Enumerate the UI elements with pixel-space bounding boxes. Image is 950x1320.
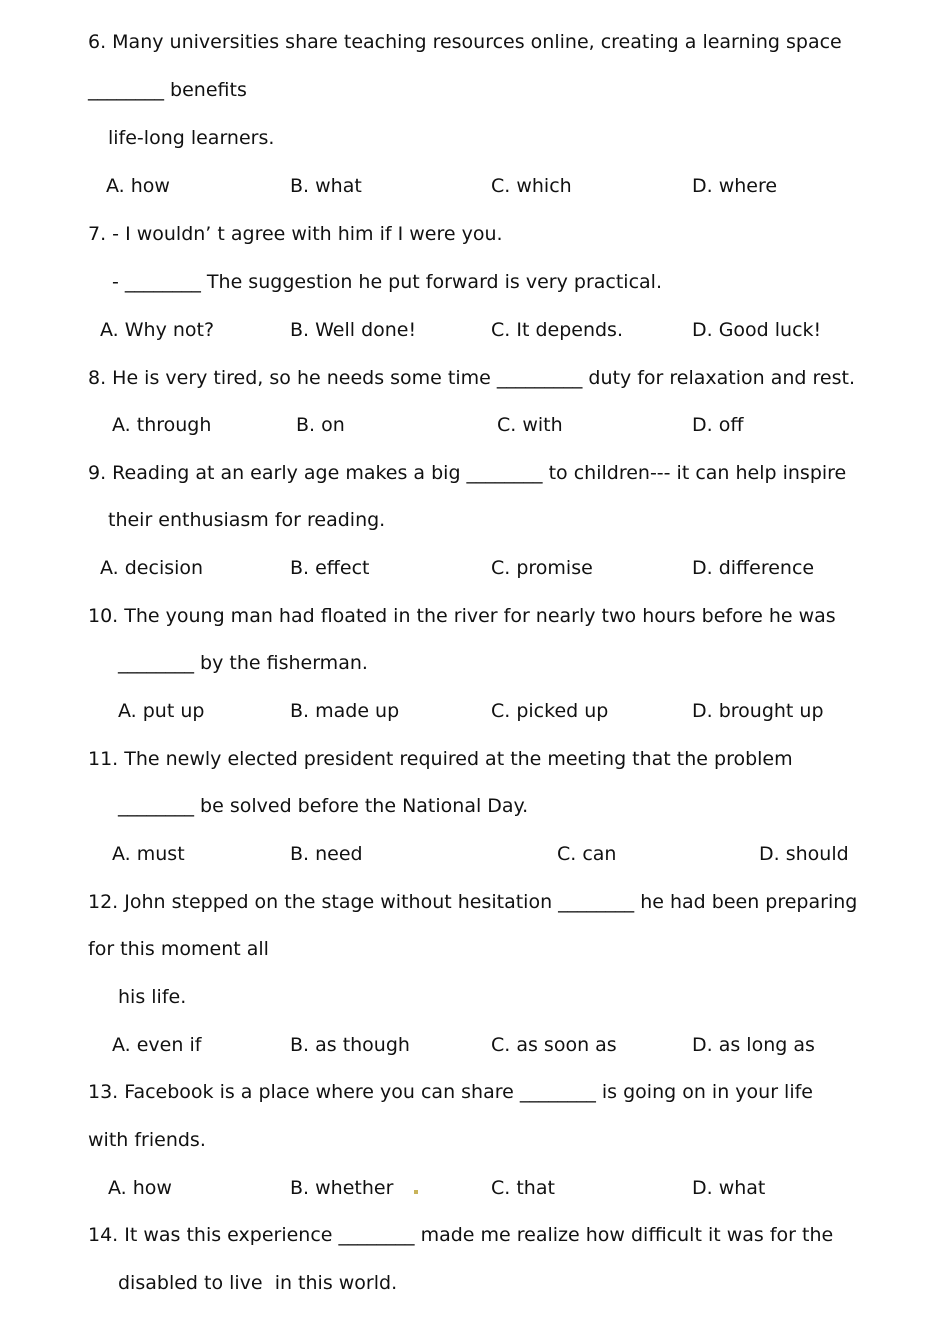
q11-stem-line1: 11. The newly elected president required at the meeting that the problem [88, 748, 793, 770]
q9-stem-line1: 9. Reading at an early age makes a big ________ to children--- it can help inspire [88, 462, 847, 484]
q11-option-d: D. should [759, 843, 849, 865]
q7-stem-line1: 7. - I wouldn’ t agree with him if I were you. [88, 223, 503, 245]
q12-stem-line3: his life. [118, 986, 187, 1008]
q14-stem-line2: disabled to live in this world. [118, 1272, 398, 1294]
q13-option-d: D. what [692, 1177, 766, 1199]
q8-option-a: A. through [112, 414, 212, 436]
q10-stem-line1: 10. The young man had floated in the river for nearly two hours before he was [88, 605, 836, 627]
q10-option-d: D. brought up [692, 700, 824, 722]
stray-mark [414, 1190, 418, 1194]
q10-stem-line2: ________ by the fisherman. [118, 652, 368, 674]
q8-option-b: B. on [296, 414, 345, 436]
q13-option-b: B. whether [290, 1177, 394, 1199]
q11-option-c: C. can [557, 843, 617, 865]
q6-option-c: C. which [491, 175, 572, 197]
q11-stem-line2: ________ be solved before the National Day. [118, 795, 529, 817]
q7-option-a: A. Why not? [100, 319, 215, 341]
q6-option-d: D. where [692, 175, 778, 197]
q9-option-d: D. difference [692, 557, 815, 579]
q10-option-a: A. put up [118, 700, 205, 722]
q12-stem-line2: for this moment all [88, 938, 269, 960]
q7-option-d: D. Good luck! [692, 319, 822, 341]
q12-option-c: C. as soon as [491, 1034, 617, 1056]
q6-stem-line1: 6. Many universities share teaching resources online, creating a learning space [88, 31, 842, 53]
q7-stem-line2: - ________ The suggestion he put forward is very practical. [112, 271, 662, 293]
q8-option-d: D. off [692, 414, 744, 436]
q6-stem-line2: ________ benefits [88, 79, 247, 101]
q14-stem-line1: 14. It was this experience ________ made me realize how difficult it was for the [88, 1224, 834, 1246]
q11-option-a: A. must [112, 843, 185, 865]
q13-option-a: A. how [108, 1177, 172, 1199]
q6-stem-line3: life-long learners. [108, 127, 275, 149]
q9-stem-line2: their enthusiasm for reading. [108, 509, 386, 531]
q13-option-c: C. that [491, 1177, 555, 1199]
q8-option-c: C. with [497, 414, 563, 436]
q12-stem-line1: 12. John stepped on the stage without hesitation ________ he had been preparing [88, 891, 858, 913]
q12-option-a: A. even if [112, 1034, 202, 1056]
q10-option-c: C. picked up [491, 700, 609, 722]
q11-option-b: B. need [290, 843, 363, 865]
q6-option-b: B. what [290, 175, 362, 197]
q8-stem-line1: 8. He is very tired, so he needs some time _________ duty for relaxation and rest. [88, 367, 855, 389]
q12-option-d: D. as long as [692, 1034, 815, 1056]
q7-option-c: C. It depends. [491, 319, 623, 341]
q6-option-a: A. how [106, 175, 170, 197]
q12-option-b: B. as though [290, 1034, 410, 1056]
q7-option-b: B. Well done! [290, 319, 417, 341]
q9-option-a: A. decision [100, 557, 204, 579]
q9-option-b: B. effect [290, 557, 370, 579]
q9-option-c: C. promise [491, 557, 593, 579]
q13-stem-line1: 13. Facebook is a place where you can share ________ is going on in your life [88, 1081, 813, 1103]
q10-option-b: B. made up [290, 700, 400, 722]
q13-stem-line2: with friends. [88, 1129, 206, 1151]
